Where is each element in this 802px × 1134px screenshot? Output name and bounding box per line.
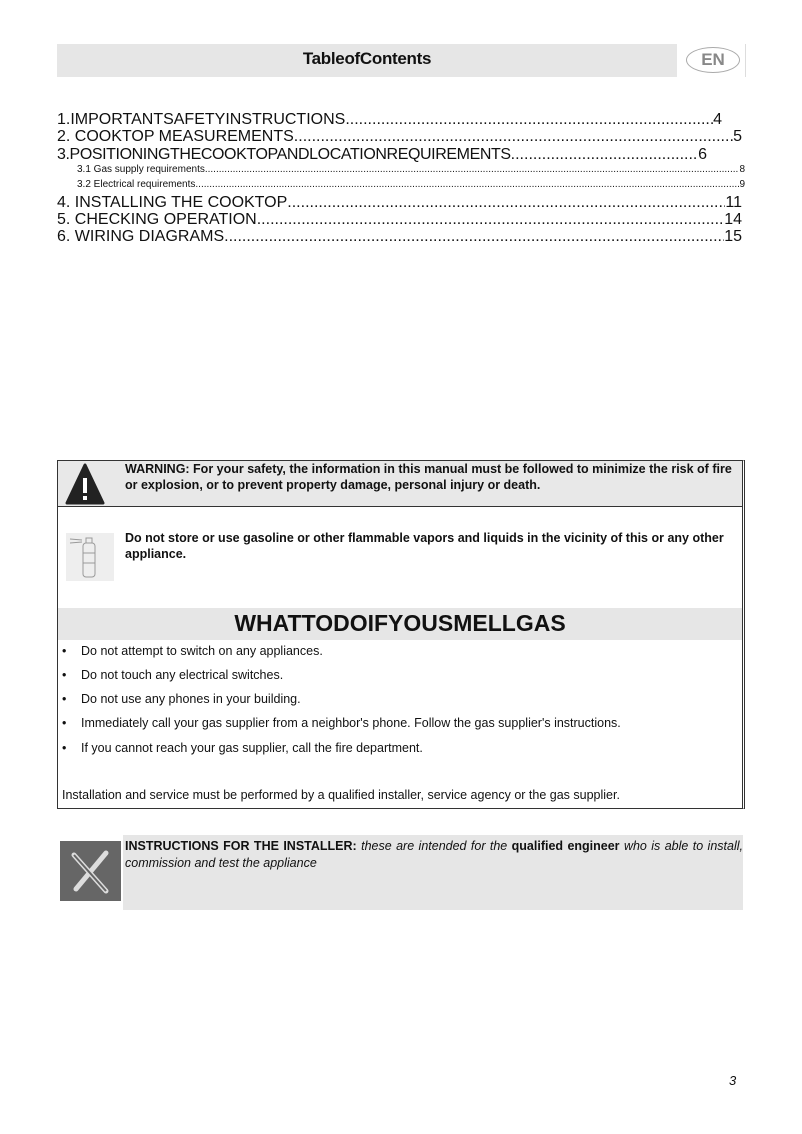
toc-entry[interactable]	[57, 111, 722, 129]
installer-lead: INSTRUCTIONS FOR THE INSTALLER:	[125, 839, 357, 853]
list-item-text: Immediately call your gas supplier from a neighbor's phone. Follow the gas supplier's instructions.	[81, 716, 621, 730]
list-item-text: If you cannot reach your gas supplier, call the fire department.	[81, 741, 423, 755]
list-item: • Immediately call your gas supplier from a neighbor's phone. Follow the gas supplier's instructions.	[62, 716, 621, 730]
toc-entry[interactable]	[77, 179, 745, 191]
toc-entry[interactable]	[57, 194, 742, 212]
divider	[745, 44, 746, 77]
toc-entry[interactable]	[57, 211, 742, 229]
toc-page: 15	[724, 228, 742, 245]
toc-label: 3.1 Gas supply requirements	[77, 164, 205, 175]
tools-icon	[60, 841, 121, 901]
toc-entry[interactable]	[57, 146, 707, 164]
toc-page: 6	[698, 146, 707, 163]
list-item-text: Do not attempt to switch on any appliances.	[81, 644, 323, 658]
toc-label: 1.IMPORTANTSAFETYINSTRUCTIONS	[57, 111, 346, 128]
list-item: • Do not touch any electrical switches.	[62, 668, 284, 682]
toc-page: 4	[713, 111, 722, 128]
list-item-text: Do not touch any electrical switches.	[81, 668, 284, 682]
toc-label: 6. WIRING DIAGRAMS	[57, 228, 225, 245]
toc-label: 2. COOKTOP MEASUREMENTS	[57, 128, 294, 145]
page-title: TableofContents	[57, 44, 677, 77]
toc-label: 3.POSITIONINGTHECOOKTOPANDLOCATIONREQUIREMENTS	[57, 146, 511, 163]
toc-page: 9	[739, 179, 745, 190]
toc-label: 5. CHECKING OPERATION	[57, 211, 257, 228]
smell-gas-heading: WHATTODOIFYOUSMELLGAS	[58, 608, 742, 640]
list-item: • Do not use any phones in your building.	[62, 692, 301, 706]
language-badge: EN	[686, 47, 740, 73]
toc-page: 11	[725, 194, 742, 211]
toc-entry[interactable]	[77, 164, 745, 176]
list-item: • If you cannot reach your gas supplier, call the fire department.	[62, 741, 423, 755]
installation-note: Installation and service must be performed by a qualified installer, service agency or the gas supplier.	[62, 788, 620, 802]
spray-can-icon	[66, 533, 114, 581]
toc-page: 14	[724, 211, 742, 228]
installer-bold: qualified engineer	[511, 839, 620, 853]
toc-entry[interactable]	[57, 128, 742, 146]
warning-triangle-icon	[65, 463, 105, 505]
toc-page: 8	[739, 164, 745, 175]
flammable-warning-text: Do not store or use gasoline or other flammable vapors and liquids in the vicinity of this or any other appliance.	[125, 531, 724, 561]
toc-label: 3.2 Electrical requirements	[77, 179, 196, 190]
toc-page: 5	[733, 128, 742, 145]
toc-entry[interactable]	[57, 228, 742, 246]
list-item: • Do not attempt to switch on any appliances.	[62, 644, 323, 658]
installer-text	[125, 838, 743, 872]
page-number: 3	[729, 1073, 737, 1088]
warning-text: WARNING: For your safety, the information in this manual must be followed to minimize the risk of fire or explosion, or to prevent property damage, personal injury or death.	[125, 462, 732, 492]
installer-text-2: who is able to install, commission and test the appliance	[125, 839, 743, 870]
installer-text-1: these are intended for the	[356, 839, 512, 853]
list-item-text: Do not use any phones in your building.	[81, 692, 301, 706]
toc-label: 4. INSTALLING THE COOKTOP	[57, 194, 288, 211]
